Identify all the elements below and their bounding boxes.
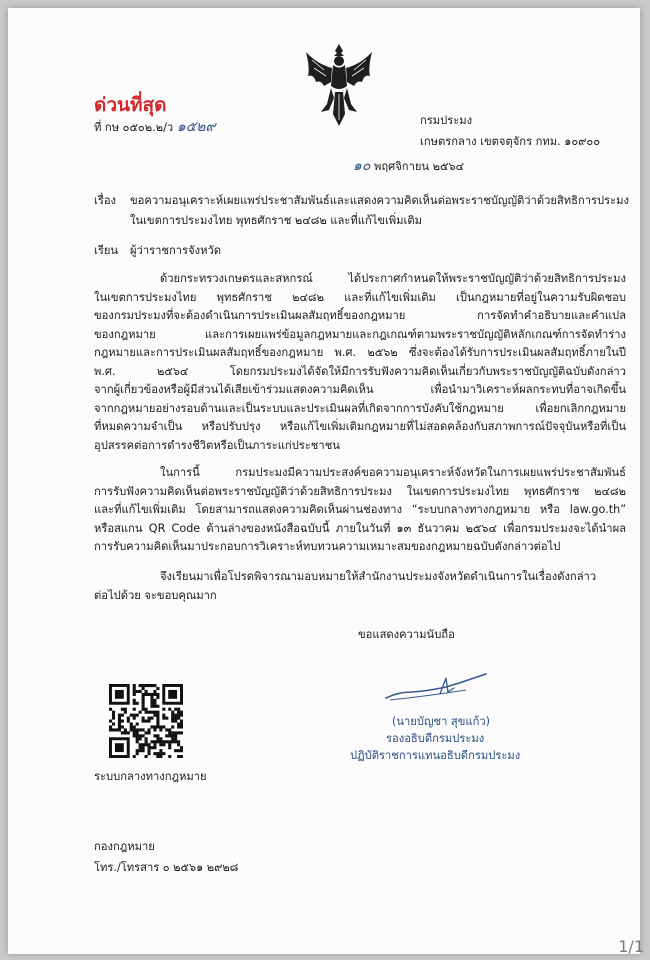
paragraph-line: ในเขตการประมงไทย พุทธศักราช ๒๔๘๒ และที่แก้ไขเพิ่มเติม เป็นกฎหมายที่อยู่ในความรับผิดชอบ (94, 290, 626, 304)
paragraph-line: ด้วยกระทรวงเกษตรและสหกรณ์ ได้ประกาศกำหนดให้พระราชบัญญัติว่าด้วยสิทธิการประมง (160, 272, 626, 285)
sender-office: กรมประมง (420, 114, 473, 127)
paragraph-line: การรับความคิดเห็นมาประกอบการวิเคราะห์ทบทวนความเหมาะสมของกฎหมายฉบับดังกล่าวต่อไป (94, 540, 561, 553)
footer-division: กองกฎหมาย (94, 840, 155, 853)
body-paragraph-1 (94, 270, 626, 455)
paragraph-line: หรือสแกน QR Code ด้านล่างของหนังสือฉบับนี้ ภายในวันที่ ๑๓ ธันวาคม ๒๕๖๔ เพื่อกรมประมงจะได้นำผล (94, 521, 626, 535)
garuda-emblem-icon (302, 42, 376, 128)
signer-acting-for: ปฏิบัติราชการแทนอธิบดีกรมประมง (350, 749, 521, 762)
signature-image (368, 670, 498, 710)
paragraph-line: พ.ศ. ๒๕๖๔ โดยกรมประมงได้จัดให้มีการรับฟังความคิดเห็นเกี่ยวกับพระราชบัญญัติฉบับดังกล่าว (94, 364, 626, 378)
date-month-year: พฤศจิกายน ๒๕๖๔ (374, 160, 465, 173)
paragraph-line: และที่แก้ไขเพิ่มเติม โดยสามารถแสดงความคิดเห็นผ่านช่องทาง “ระบบกลางทางกฎหมาย หรือ law.go.th” (94, 503, 626, 516)
qr-caption: ระบบกลางทางกฎหมาย (94, 770, 207, 783)
paragraph-line: ของกรมประมงที่จะต้องดำเนินการประเมินผลสัมฤทธิ์ของกฎหมาย การจัดทำคำอธิบายและคำแปล (94, 309, 626, 322)
body-paragraph-2 (94, 464, 626, 557)
letter-page (8, 8, 640, 954)
footer-phone: โทร./โทรสาร ๐ ๒๕๖๑ ๒๙๒๘ (94, 861, 239, 874)
subject-line-2: ในเขตการประมงไทย พุทธศักราช ๒๔๘๒ และที่แก้ไขเพิ่มเติม (130, 214, 423, 227)
paragraph-line: ของกฎหมาย และการเผยแพร่ข้อมูลกฎหมายและกฎเกณฑ์ตามพระราชบัญญัติหลักเกณฑ์การจัดทำร่าง (94, 327, 626, 341)
paragraph-line: จากผู้เกี่ยวข้องหรือผู้มีส่วนได้เสียเข้าร่วมแสดงความคิดเห็น เพื่อนำมาวิเคราะห์ผลกระทบที่อาจเกิดขึ้น (94, 383, 626, 396)
sender-address: เกษตรกลาง เขตจตุจักร กทม. ๑๐๙๐๐ (420, 135, 601, 148)
paragraph-line: จากกฎหมายอย่างรอบด้านและเป็นระบบและประเมินผลที่เกิดจากการบังคับใช้กฎหมาย เพื่อยกเลิกกฎหมาย (94, 401, 626, 415)
signer-name: (นายบัญชา สุขแก้ว) (392, 715, 491, 728)
salutation-label: เรียน (94, 244, 119, 257)
paragraph-line: จึงเรียนมาเพื่อโปรดพิจารณามอบหมายให้สำนักงานประมงจังหวัดดำเนินการในเรื่องดังกล่าว (160, 570, 597, 583)
paragraph-line: อุปสรรคต่อการดำรงชีวิตหรือเป็นภาระแก่ประชาชน (94, 438, 340, 452)
letter-date (353, 158, 464, 175)
body-paragraph-3 (94, 568, 626, 605)
qr-code-icon[interactable] (109, 684, 183, 758)
date-day-handwritten: ๑๐ (353, 158, 371, 174)
subject-line-1: ขอความอนุเคราะห์เผยแพร่ประชาสัมพันธ์และแสดงความคิดเห็นต่อพระราชบัญญัติว่าด้วยสิทธิการประมง (130, 194, 629, 207)
paragraph-line: ในการนี้ กรมประมงมีความประสงค์ขอความอนุเคราะห์จังหวัดในการเผยแพร่ประชาสัมพันธ์ (160, 466, 626, 479)
urgency-stamp: ด่วนที่สุด (94, 94, 167, 116)
signer-position: รองอธิบดีกรมประมง (386, 732, 485, 745)
paragraph-line: กฎหมายและการประเมินผลสัมฤทธิ์ของกฎหมาย พ.ศ. ๒๕๖๒ ซึ่งจะต้องได้รับการประเมินผลสัมฤทธิ์ภายในปี (94, 346, 626, 359)
paragraph-line: การรับฟังความคิดเห็นต่อพระราชบัญญัติว่าด้วยสิทธิการประมง ในเขตการประมงไทย พุทธศักราช ๒๔๘๒ (94, 484, 626, 498)
paragraph-line: ที่หมดความจำเป็น หรือปรับปรุง หรือแก้ไขเพิ่มเติมกฎหมายที่ไม่สอดคล้องกับสภาพการณ์ปัจจุบันหรือที่เป็น (94, 420, 626, 433)
salutation-recipient: ผู้ว่าราชการจังหวัด (130, 244, 222, 257)
document-number: ที่ กษ ๐๕๐๒.๒/ว (94, 121, 174, 134)
paragraph-line: ต่อไปด้วย จะขอบคุณมาก (94, 588, 217, 602)
page-indicator: 1/1 (618, 937, 644, 956)
subject-label: เรื่อง (94, 194, 117, 207)
document-number-handwritten: ๑๕๒๙ (176, 119, 216, 135)
closing-phrase: ขอแสดงความนับถือ (358, 628, 455, 641)
